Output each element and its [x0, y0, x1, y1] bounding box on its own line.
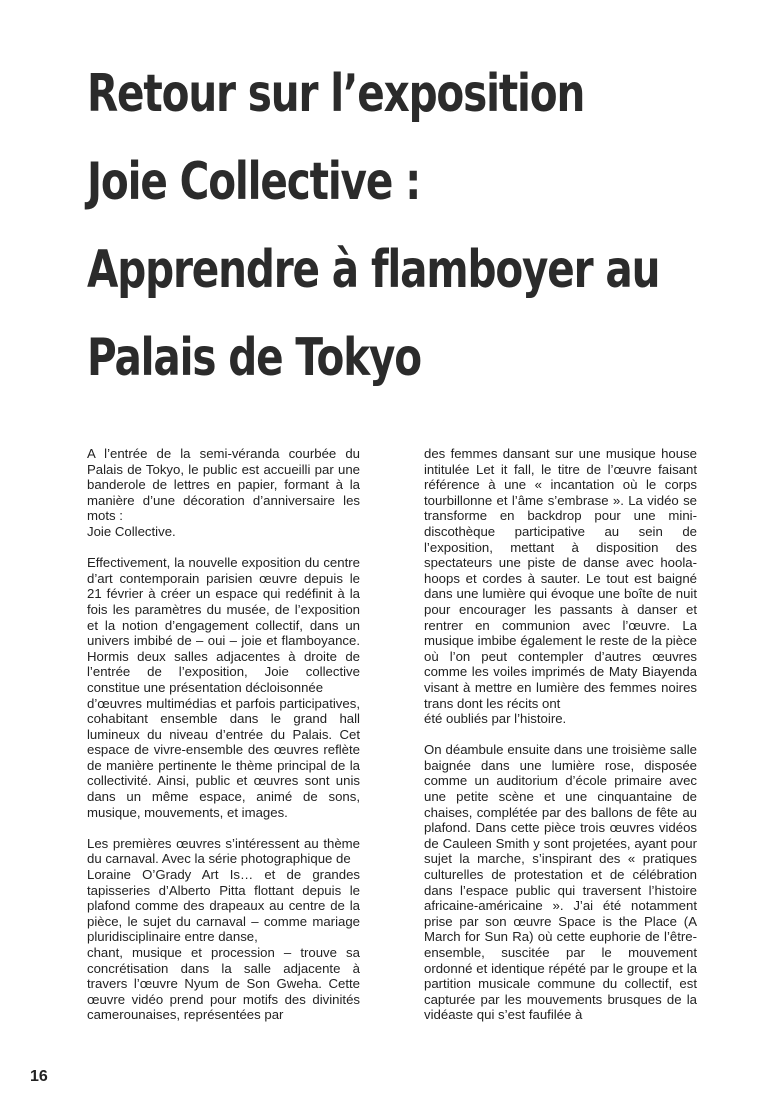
- page-number: 16: [30, 1068, 48, 1085]
- paragraph: Effectivement, la nouvelle exposition du centre d’art contemporain parisien œuvre depuis le 21 février à créer un espace qui redéfinit à la fois les paramètres du musée, de l’exposition et la notion d’engagement collectif, dans un univers imbibé de – oui – joie et flamboyance. Hormis deux salles adjacentes à droite de l’entrée de l’exposition, Joie collective constitue une présentation décloisonnée d’œuvres multimédias et parfois participatives, cohabitant ensemble dans le grand hall lumineux du niveau d’entrée du Palais. Cet espace de vivre-ensemble des œuvres reflète de manière pertinente le thème principal de la collectivité. Ainsi, public et œuvres sont unis dans un même espace, animé de sons, musique, mouvements, et images.: [87, 555, 360, 820]
- article-title: [87, 50, 711, 402]
- paragraph: On déambule ensuite dans une troisième salle baignée dans une lumière rose, disposée comme un auditorium d’école primaire avec une petite scène et une cinquantaine de chaises, complétée par des ballons de fête au plafond. Dans cette pièce trois œuvres vidéos de Cauleen Smith y sont projetées, ayant pour sujet la marche, s’inspirant des « pratiques culturelles de protestation et de célébration dans l’espace public qui traversent l’histoire africaine-américaine ». J’ai été notamment prise par son œuvre Space is the Place (A March for Sun Ra) où cette euphorie de l’être-ensemble, suscitée par le mouvement ordonné et identique répété par le groupe et la partition musicale commune du collectif, est capturée par les mouvements brusques de la vidéaste qui s’est faufilée à: [424, 742, 697, 1023]
- title-line: Joie Collective :: [87, 152, 421, 212]
- title-line: Palais de Tokyo: [87, 328, 421, 388]
- paragraph: A l’entrée de la semi-véranda courbée du Palais de Tokyo, le public est accueilli par une banderole de lettres en papier, formant à la manière d’une décoration d’anniversaire les mots : Joie Collective.: [87, 446, 360, 539]
- left-column: [87, 446, 360, 1039]
- paragraph: des femmes dansant sur une musique house intitulée Let it fall, le titre de l’œuvre faisant référence à une « incantation où le corps tourbillonne et l’âme s’embrase ». La vidéo se transforme en backdrop pour une mini-discothèque participative au sein de l’exposition, mettant à disposition des spectateurs une piste de danse avec hoola-hoops et cordes à sauter. Le tout est baigné dans une lumière qui évoque une boîte de nuit pour encourager les passants à danser et rentrer en communion avec l’œuvre. La musique imbibe également le reste de la pièce où l’on peut contempler d’autres œuvres comme les voiles imprimés de Maty Biayenda visant à mettre en lumière des femmes noires trans dont les récits ont été oubliés par l’histoire.: [424, 446, 697, 727]
- right-column: [424, 446, 697, 1039]
- paragraph: Les premières œuvres s’intéressent au thème du carnaval. Avec la série photographique de Loraine O’Grady Art Is… et de grandes tapisseries d’Alberto Pitta flottant depuis le plafond comme des drapeaux au centre de la pièce, le sujet du carnaval – comme mariage pluridisciplinaire entre danse, chant, musique et procession – trouve sa concrétisation dans la salle adjacente à travers l’œuvre Nyum de Son Gweha. Cette œuvre vidéo prend pour motifs des divinités camerounaises, représentées par: [87, 835, 360, 1023]
- title-line: Apprendre à flamboyer au: [87, 240, 660, 300]
- title-line: Retour sur l’exposition: [87, 64, 585, 124]
